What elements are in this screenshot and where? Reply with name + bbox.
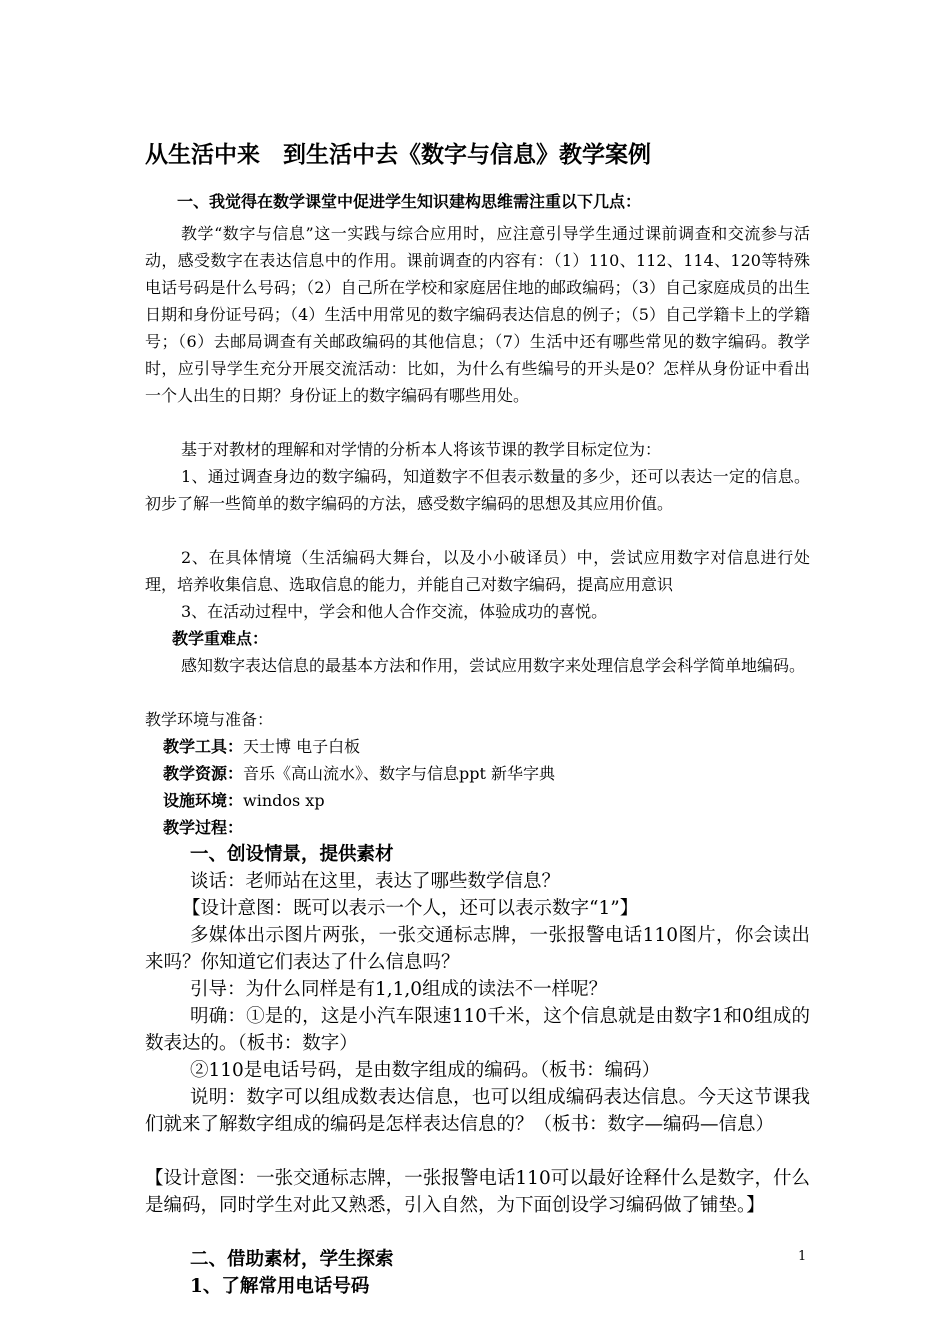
process-label: 教学过程： xyxy=(163,818,244,837)
goal-1: 1、通过调查身边的数字编码，知道数字不但表示数量的多少，还可以表达一定的信息。初步了解一些简单的数字编码的方法，感受数字编码的思想及其应用价值。 xyxy=(145,467,810,513)
tools-line xyxy=(163,733,360,760)
guide-line: 引导：为什么同样是有1,1,0组成的读法不一样呢？ xyxy=(190,979,608,1000)
talk-line: 谈话：老师站在这里，表达了哪些数学信息？ xyxy=(190,871,561,892)
resources-value: 音乐《高山流水》、数字与信息ppt 新华字典 xyxy=(243,764,556,783)
resources-label: 教学资源： xyxy=(163,764,244,783)
tools-value: 天士博 电子白板 xyxy=(243,737,361,756)
step2-heading: 二、借助素材，学生探索 xyxy=(190,1249,394,1270)
resources-line xyxy=(163,760,555,787)
facility-line xyxy=(163,787,325,814)
key-points-label: 教学重难点： xyxy=(172,629,269,648)
tools-label: 教学工具： xyxy=(163,737,244,756)
multimedia-paragraph: 多媒体出示图片两张，一张交通标志牌，一张报警电话110图片，你会读出来吗？你知道它们表达了什么信息吗？ xyxy=(145,925,810,973)
goal-2: 2、在具体情境（生活编码大舞台，以及小小破译员）中，尝试应用数字对信息进行处理，培养收集信息、选取信息的能力，并能自己对数字编码，提高应用意识 xyxy=(145,548,810,594)
environment-label: 教学环境与准备： xyxy=(145,710,274,729)
step2-subheading: 1、了解常用电话号码 xyxy=(190,1276,370,1297)
design-intent-2: 【设计意图：一张交通标志牌，一张报警电话110可以最好诠释什么是数字，什么是编码，同时学生对此又熟悉，引入自然，为下面创设学习编码做了铺垫。】 xyxy=(145,1168,810,1216)
page-number: 1 xyxy=(798,1249,807,1264)
goal-intro: 基于对教材的理解和对学情的分析本人将该节课的教学目标定位为： xyxy=(181,440,662,459)
intro-paragraph: 教学“数字与信息”这一实践与综合应用时，应注意引导学生通过课前调查和交流参与活动，感受数字在表达信息中的作用。课前调查的内容有：（1）110、112、114、120等特殊电话号码是什么号码；（2）自己所在学校和家庭居住地的邮政编码；（3）自己家庭成员的出生日期和身份证号码；（4）生活中用常见的数字编码表达信息的例子；（5）自己学籍卡上的学籍号；（6）去邮局调查有关邮政编码的其他信息；（7）生活中还有哪些常见的数字编码。教学时，应引导学生充分开展交流活动：比如，为什么有些编号的开头是0？怎样从身份证中看出一个人出生的日期？身份证上的数字编码有哪些用处。 xyxy=(145,224,810,405)
facility-value: windos xp xyxy=(243,791,325,810)
facility-label: 设施环境： xyxy=(163,791,244,810)
section-heading: 一、我觉得在数学课堂中促进学生知识建构思维需注重以下几点： xyxy=(177,192,642,211)
explain-paragraph: 说明：数字可以组成数表达信息，也可以组成编码表达信息。今天这节课我们就来了解数字组成的编码是怎样表达信息的？（板书：数字—编码—信息） xyxy=(145,1087,810,1135)
clarify-paragraph: 明确：①是的，这是小汽车限速110千米，这个信息就是由数字1和0组成的数表达的。（板书：数字） xyxy=(145,1006,810,1054)
design-intent-1: 【设计意图：既可以表示一个人，还可以表示数字“1”】 xyxy=(182,898,639,919)
goal-3: 3、在活动过程中，学会和他人合作交流，体验成功的喜悦。 xyxy=(181,602,608,621)
document-title: 从生活中来 到生活中去《数字与信息》教学案例 xyxy=(145,141,651,168)
key-points-text: 感知数字表达信息的最基本方法和作用，尝试应用数字来处理信息学会科学简单地编码。 xyxy=(181,656,806,675)
step1-heading: 一、创设情景，提供素材 xyxy=(190,844,394,865)
clarify-2: ②110是电话号码，是由数字组成的编码。（板书：编码） xyxy=(190,1060,661,1081)
